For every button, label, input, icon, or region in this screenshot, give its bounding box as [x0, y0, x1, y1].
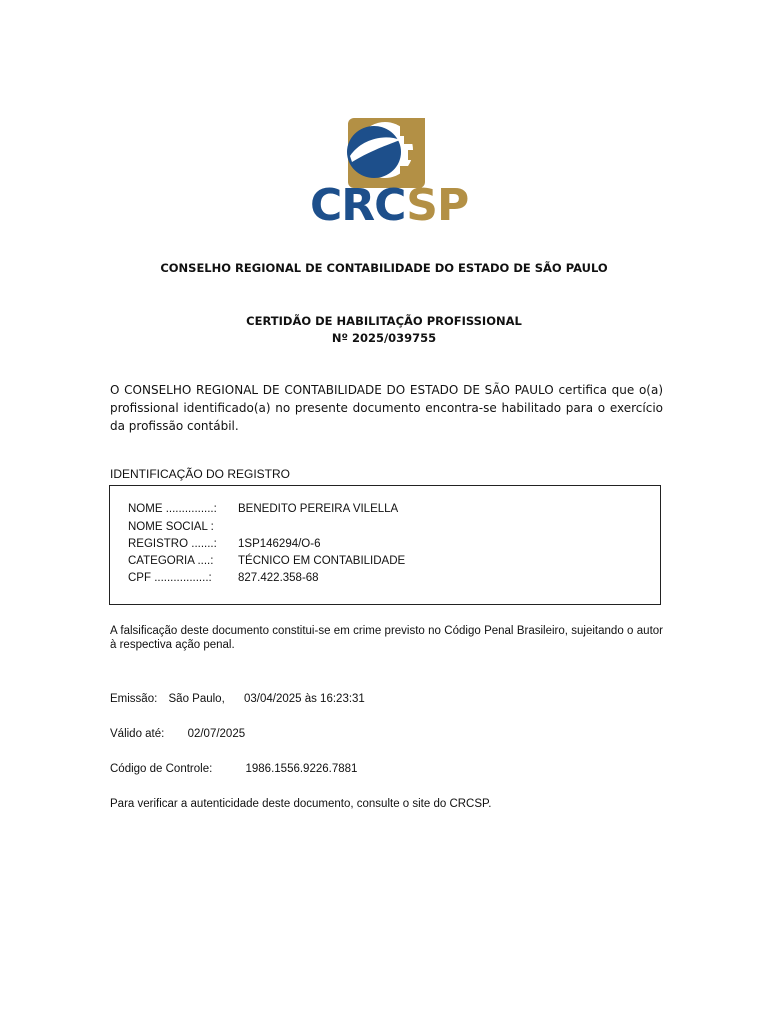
emission-datetime: 03/04/2025 às 16:23:31: [243, 693, 365, 705]
logo-emblem-icon: [300, 110, 470, 190]
registry-value: TÉCNICO EM CONTABILIDADE: [238, 555, 406, 567]
registry-value: 1SP146294/O-6: [238, 538, 321, 550]
intro-paragraph: O CONSELHO REGIONAL DE CONTABILIDADE DO ESTADO DE SÃO PAULO certifica que o(a) profissional identificado(a) no presente documento encontra-se habilitado para o exercício da profissão contábil.: [110, 383, 663, 433]
emission-label: Emissão:: [110, 693, 158, 705]
registry-value: 827.422.358-68: [238, 572, 319, 584]
registry-label: NOME SOCIAL :: [128, 521, 214, 533]
validity-line: [110, 728, 245, 740]
certificate-heading: [0, 313, 768, 347]
control-code: 1986.1556.9226.7881: [245, 763, 358, 775]
certificate-title: CERTIDÃO DE HABILITAÇÃO PROFISSIONAL: [246, 314, 522, 328]
control-line: [110, 763, 357, 775]
falsification-warning: A falsificação deste documento constitui-se em crime previsto no Código Penal Brasileiro, sujeitando o autor à respectiva ação penal.: [110, 625, 663, 651]
registry-section-label: IDENTIFICAÇÃO DO REGISTRO: [110, 467, 291, 481]
certificate-number: Nº 2025/039755: [331, 331, 437, 345]
verify-note: Para verificar a autenticidade deste documento, consulte o site do CRCSP.: [110, 798, 492, 810]
logo-wordmark: [310, 180, 469, 231]
emission-place: São Paulo,: [168, 693, 225, 705]
logo-text-crc: CRC: [310, 180, 407, 231]
emission-line: [110, 693, 365, 705]
registry-value: BENEDITO PEREIRA VILELLA: [238, 503, 399, 515]
validity-label: Válido até:: [110, 728, 165, 740]
registry-box: [109, 485, 661, 605]
registry-label: CATEGORIA ....:: [128, 555, 214, 567]
registry-label: CPF .................:: [128, 572, 212, 584]
registry-label: REGISTRO .......:: [128, 538, 217, 550]
registry-label: NOME ...............:: [128, 503, 217, 515]
validity-date: 02/07/2025: [187, 728, 246, 740]
control-label: Código de Controle:: [110, 763, 213, 775]
organization-title: CONSELHO REGIONAL DE CONTABILIDADE DO ESTADO DE SÃO PAULO: [160, 261, 608, 275]
logo-text-sp: SP: [406, 180, 469, 231]
